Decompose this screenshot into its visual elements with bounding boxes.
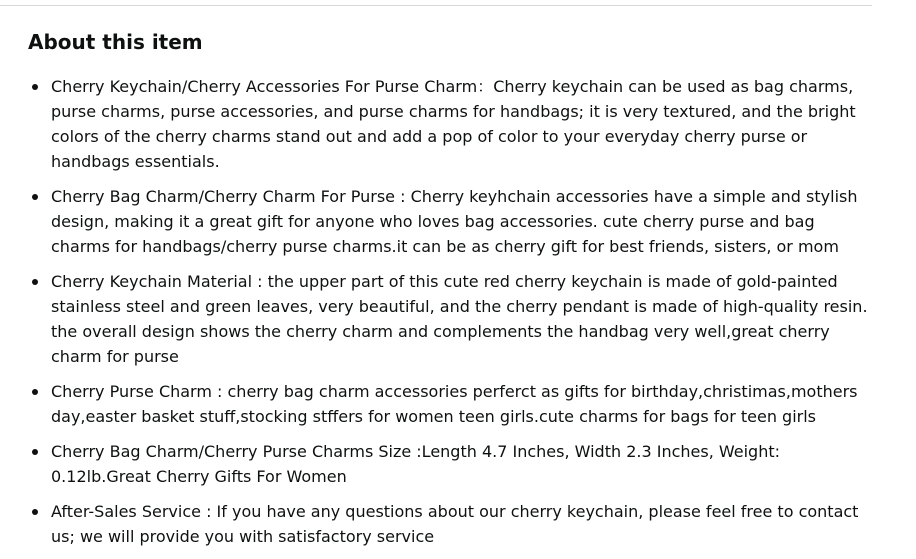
bullet-dot-icon bbox=[32, 509, 38, 515]
feature-bullet-text: After-Sales Service : If you have any questions about our cherry keychain, please feel free to contact us; we will provide you with satisfactory service bbox=[51, 502, 859, 546]
feature-bullet-text: Cherry Purse Charm : cherry bag charm accessories perferct as gifts for birthday,christimas,mothers day,easter basket stuff,stocking stffers for women teen girls.cute charms for bags for teen girls bbox=[51, 382, 858, 426]
feature-bullet bbox=[28, 499, 878, 549]
bullet-dot-icon bbox=[32, 389, 38, 395]
feature-bullet bbox=[28, 379, 878, 429]
bullet-dot-icon bbox=[32, 449, 38, 455]
feature-bullet bbox=[28, 269, 878, 369]
feature-bullet bbox=[28, 184, 878, 259]
feature-bullet bbox=[28, 74, 878, 174]
feature-bullet-text: Cherry Keychain/Cherry Accessories For Purse Charm：Cherry keychain can be used as bag charms, purse charms, purse accessories, and purse charms for handbags; it is very textured, and the bright colors of the cherry charms stand out and add a pop of color to your everyday cherry purse or handbags essentials. bbox=[51, 77, 856, 171]
about-this-item-section bbox=[28, 28, 878, 546]
section-title: About this item bbox=[28, 30, 203, 54]
bullet-dot-icon bbox=[32, 279, 38, 285]
bullet-dot-icon bbox=[32, 194, 38, 200]
bullet-dot-icon bbox=[32, 84, 38, 90]
feature-bullet-list bbox=[28, 74, 878, 559]
section-divider bbox=[0, 5, 872, 6]
feature-bullet bbox=[28, 439, 878, 489]
feature-bullet-text: Cherry Bag Charm/Cherry Purse Charms Size :Length 4.7 Inches, Width 2.3 Inches, Weight: 0.12lb.Great Cherry Gifts For Women bbox=[51, 442, 781, 486]
feature-bullet-text: Cherry Bag Charm/Cherry Charm For Purse : Cherry keyhchain accessories have a simple and stylish design, making it a great gift for anyone who loves bag accessories. cute cherry purse and bag charms for handbags/cherry purse charms.it can be as cherry gift for best friends, sisters, or mom bbox=[51, 187, 858, 256]
feature-bullet-text: Cherry Keychain Material : the upper part of this cute red cherry keychain is made of gold-painted stainless steel and green leaves, very beautiful, and the cherry pendant is made of high-quality resin. the overall design shows the cherry charm and complements the handbag very well,great cherry charm for purse bbox=[51, 272, 868, 366]
